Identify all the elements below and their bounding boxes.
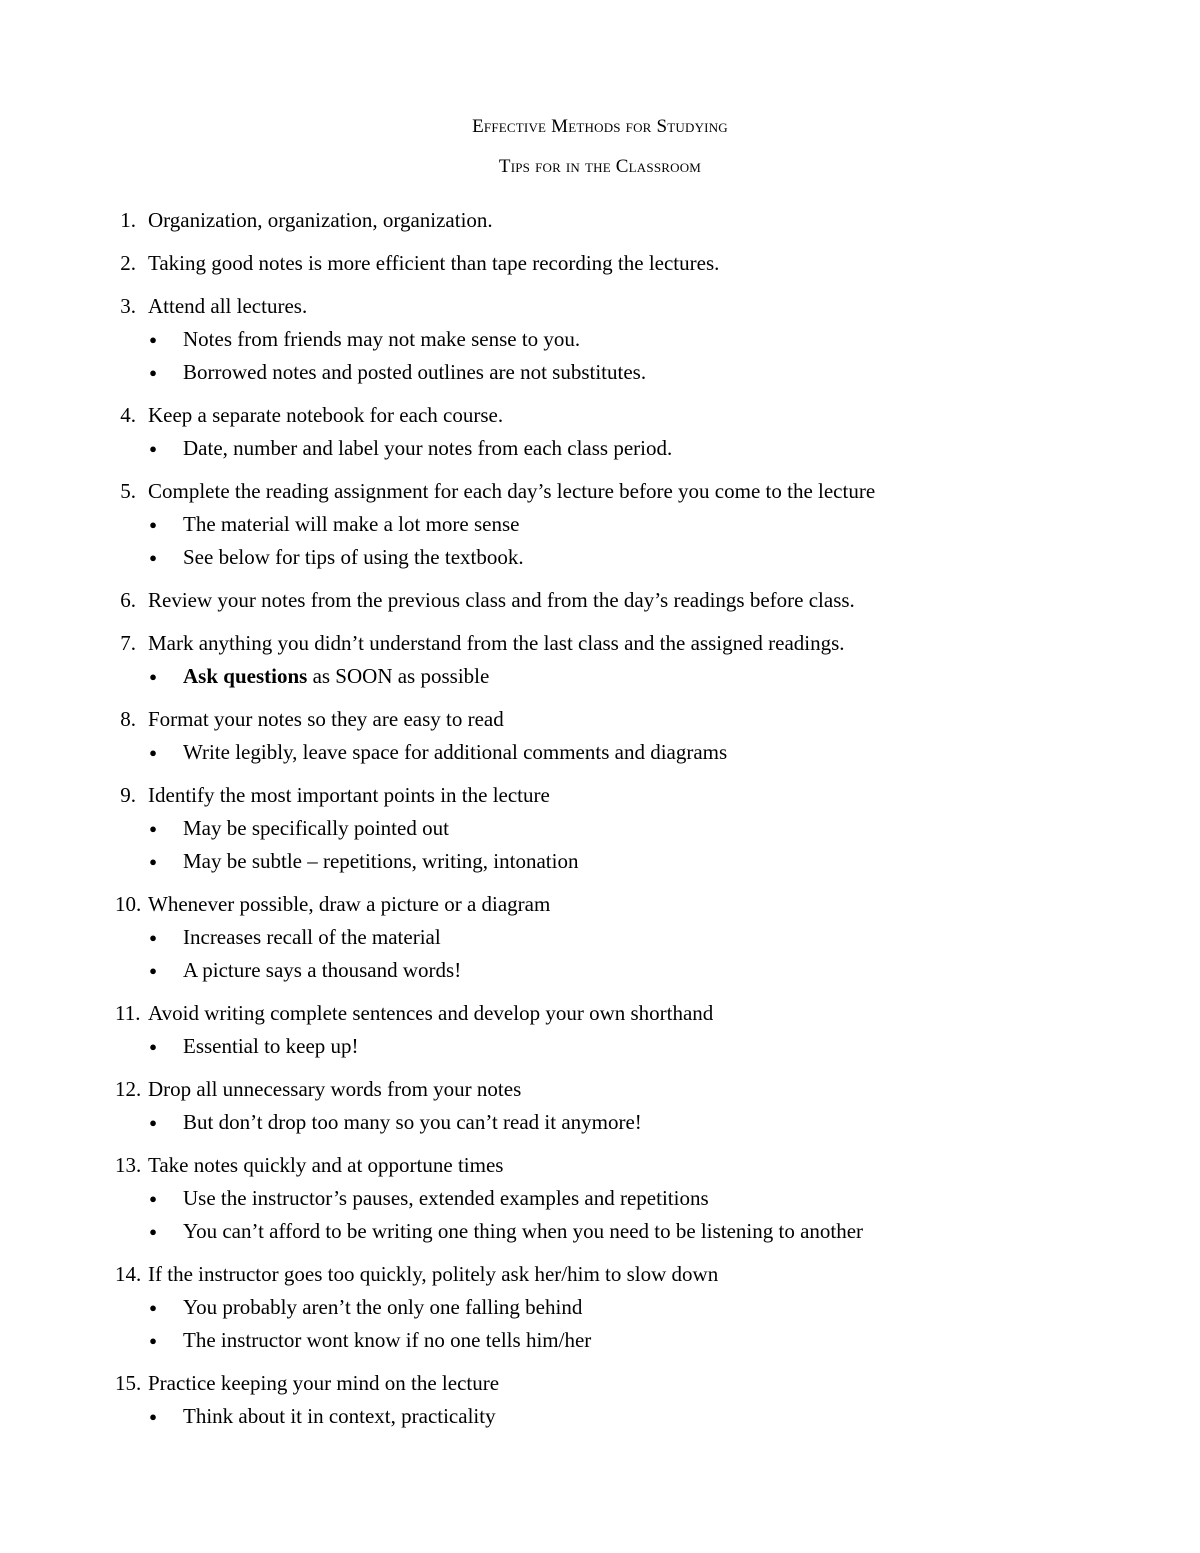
sub-list-item — [0, 326, 1200, 353]
list-item-number: 4. — [120, 403, 136, 427]
list-item — [0, 478, 1200, 571]
list-item-line — [0, 1076, 1200, 1103]
list-item — [0, 630, 1200, 690]
list-item-line — [0, 782, 1200, 809]
list-item-text: Identify the most important points in the lecture — [148, 783, 550, 807]
bullet-icon: ● — [149, 1224, 157, 1239]
sub-list-item-text: Date, number and label your notes from each class period. — [183, 436, 673, 460]
sub-list-item — [0, 1403, 1200, 1430]
list-item — [0, 250, 1200, 277]
list-item-line — [0, 891, 1200, 918]
sub-list-item — [0, 1185, 1200, 1212]
bullet-icon: ● — [149, 1300, 157, 1315]
bullet-icon: ● — [149, 1191, 157, 1206]
sub-list-item-text: Notes from friends may not make sense to you. — [183, 327, 581, 351]
list-item-line — [0, 1152, 1200, 1179]
emphasis-text: Ask questions — [183, 664, 308, 688]
sub-list-item — [0, 1294, 1200, 1321]
list-item-number: 6. — [120, 588, 136, 612]
bullet-icon: ● — [149, 745, 157, 760]
list-item-text: Keep a separate notebook for each course. — [148, 403, 504, 427]
list-item-text: Avoid writing complete sentences and develop your own shorthand — [148, 1001, 714, 1025]
list-item — [0, 891, 1200, 984]
list-item-text: Whenever possible, draw a picture or a diagram — [148, 892, 551, 916]
list-item-text: Practice keeping your mind on the lecture — [148, 1371, 500, 1395]
list-item-line — [0, 478, 1200, 505]
list-item-line — [0, 706, 1200, 733]
list-item-number: 13. — [115, 1153, 142, 1177]
list-item-text: If the instructor goes too quickly, politely ask her/him to slow down — [148, 1262, 719, 1286]
sub-list-item — [0, 848, 1200, 875]
sub-list-item-text: But don’t drop too many so you can’t read it anymore! — [183, 1110, 642, 1134]
list-item-number: 15. — [115, 1371, 142, 1395]
list-item-line — [0, 293, 1200, 320]
sub-list-item — [0, 511, 1200, 538]
list-item-line — [0, 1370, 1200, 1397]
list-item — [0, 1370, 1200, 1430]
list-item-line — [0, 250, 1200, 277]
list-item-number: 5. — [120, 479, 136, 503]
list-item-number: 10. — [115, 892, 142, 916]
sub-list-item — [0, 1218, 1200, 1245]
list-item-text: Review your notes from the previous class and from the day’s readings before class. — [148, 588, 855, 612]
sub-list-item-text: You probably aren’t the only one falling behind — [183, 1295, 583, 1319]
sub-list-item — [0, 359, 1200, 386]
bullet-icon: ● — [149, 821, 157, 836]
sub-list-item-text: Write legibly, leave space for additional comments and diagrams — [183, 740, 728, 764]
list-item-text: Attend all lectures. — [148, 294, 308, 318]
document-title: Effective Methods for Studying — [472, 116, 728, 137]
list-item-text: Take notes quickly and at opportune times — [148, 1153, 504, 1177]
bullet-icon: ● — [149, 517, 157, 532]
list-item-number: 1. — [120, 208, 136, 232]
list-item — [0, 1076, 1200, 1136]
list-item-text: Format your notes so they are easy to read — [148, 707, 504, 731]
sub-list-item-text: Increases recall of the material — [183, 925, 441, 949]
list-item-number: 7. — [120, 631, 136, 655]
list-item-line — [0, 1261, 1200, 1288]
bullet-icon: ● — [149, 963, 157, 978]
document-subtitle: Tips for in the Classroom — [498, 156, 702, 177]
sub-list-item — [0, 663, 1200, 690]
sub-list-item-text: Borrowed notes and posted outlines are not substitutes. — [183, 360, 647, 384]
sub-list-item — [0, 1033, 1200, 1060]
list-item-line — [0, 1000, 1200, 1027]
list-item-number: 3. — [120, 294, 136, 318]
list-item — [0, 587, 1200, 614]
bullet-icon: ● — [149, 1039, 157, 1054]
bullet-icon: ● — [149, 1115, 157, 1130]
list-item — [0, 706, 1200, 766]
sub-list-item — [0, 924, 1200, 951]
sub-list-item-text: You can’t afford to be writing one thing when you need to be listening to another — [183, 1219, 864, 1243]
sub-list-item-text: May be subtle – repetitions, writing, intonation — [183, 849, 579, 873]
sub-list-item-text: See below for tips of using the textbook. — [183, 545, 524, 569]
bullet-icon: ● — [149, 854, 157, 869]
sub-list-item-text: Think about it in context, practicality — [183, 1404, 496, 1428]
list-item-text: Complete the reading assignment for each day’s lecture before you come to the lecture — [148, 479, 876, 503]
list-item-line — [0, 630, 1200, 657]
sub-list-item — [0, 435, 1200, 462]
bullet-icon: ● — [149, 930, 157, 945]
sub-list-item — [0, 815, 1200, 842]
bullet-icon: ● — [149, 332, 157, 347]
sub-list-item-text: Ask questions as SOON as possible — [183, 664, 490, 688]
bullet-icon: ● — [149, 669, 157, 684]
list-item — [0, 293, 1200, 386]
list-item-number: 12. — [115, 1077, 142, 1101]
list-item-number: 8. — [120, 707, 136, 731]
list-item-line — [0, 587, 1200, 614]
list-item — [0, 1000, 1200, 1060]
list-item-number: 14. — [115, 1262, 142, 1286]
bullet-icon: ● — [149, 441, 157, 456]
list-item-number: 9. — [120, 783, 136, 807]
list-item-text: Taking good notes is more efficient than tape recording the lectures. — [148, 251, 720, 275]
list-item — [0, 402, 1200, 462]
bullet-icon: ● — [149, 365, 157, 380]
sub-list-item — [0, 739, 1200, 766]
sub-list-item — [0, 544, 1200, 571]
sub-list-item-text: A picture says a thousand words! — [183, 958, 462, 982]
list-item-text: Mark anything you didn’t understand from the last class and the assigned readings. — [148, 631, 845, 655]
sub-list-item — [0, 957, 1200, 984]
list-item — [0, 782, 1200, 875]
list-item-line — [0, 207, 1200, 234]
sub-list-item-text: May be specifically pointed out — [183, 816, 449, 840]
list-item — [0, 1261, 1200, 1354]
sub-list-item — [0, 1109, 1200, 1136]
list-item — [0, 207, 1200, 234]
list-item-line — [0, 402, 1200, 429]
sub-list-item — [0, 1327, 1200, 1354]
sub-list-item-text: The material will make a lot more sense — [183, 512, 520, 536]
bullet-icon: ● — [149, 1409, 157, 1424]
list-item-text: Drop all unnecessary words from your notes — [148, 1077, 522, 1101]
sub-list-item-text: The instructor wont know if no one tells him/her — [183, 1328, 592, 1352]
list-item-number: 11. — [115, 1001, 141, 1025]
tips-list — [0, 207, 1200, 1446]
sub-list-item-text: Essential to keep up! — [183, 1034, 359, 1058]
bullet-icon: ● — [149, 550, 157, 565]
list-item-number: 2. — [120, 251, 136, 275]
list-item-text: Organization, organization, organization. — [148, 208, 493, 232]
sub-list-item-text: Use the instructor’s pauses, extended examples and repetitions — [183, 1186, 709, 1210]
bullet-icon: ● — [149, 1333, 157, 1348]
list-item — [0, 1152, 1200, 1245]
